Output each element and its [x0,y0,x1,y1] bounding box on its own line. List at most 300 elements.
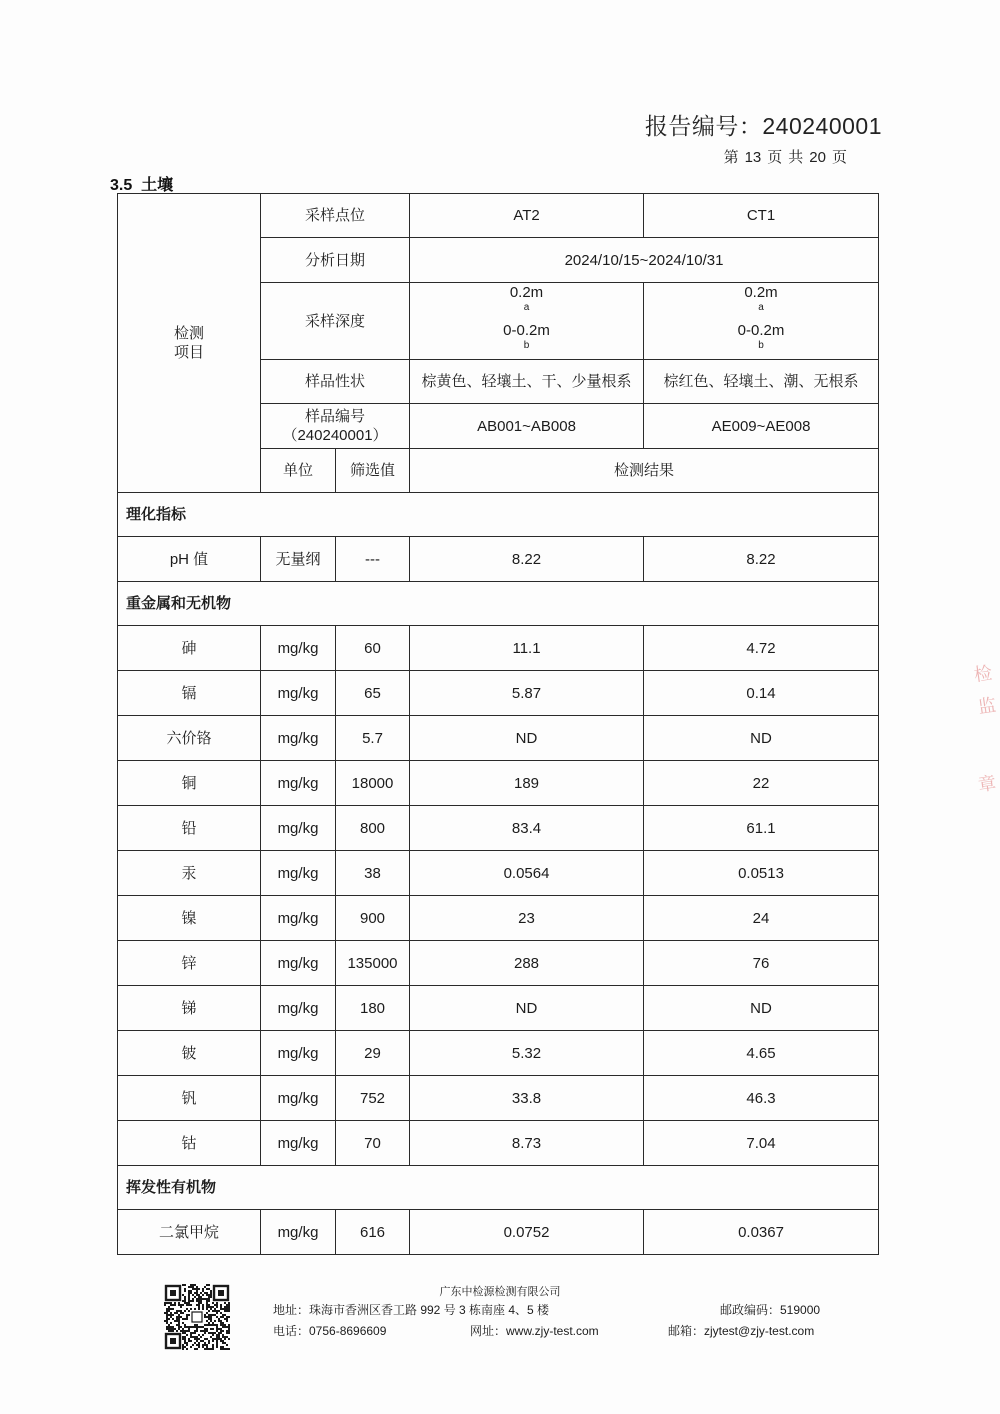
qr-module [204,1338,206,1340]
table-row [118,626,879,671]
qr-module [216,1324,218,1326]
qr-module [218,1338,220,1340]
cell-result-2: 4.65 [644,1031,879,1076]
qr-module [226,1306,228,1308]
qr-module [204,1324,206,1326]
qr-module [202,1334,204,1336]
qr-module [214,1320,216,1322]
cell-unit: mg/kg [261,941,336,986]
qr-module [176,1320,178,1322]
qr-module [216,1342,218,1344]
qr-module [192,1344,194,1346]
table-row [118,761,879,806]
cell-result-2: 7.04 [644,1121,879,1166]
qr-module [222,1316,224,1318]
qr-module [178,1318,180,1320]
qr-module [206,1316,208,1318]
qr-module [184,1338,186,1340]
qr-module [206,1312,208,1314]
qr-module [216,1306,218,1308]
qr-module [166,1308,168,1310]
qr-module [196,1326,198,1328]
cell-result-2: ND [644,716,879,761]
qr-module [226,1308,228,1310]
qr-module [204,1330,206,1332]
qr-module [220,1340,222,1342]
qr-module [212,1338,214,1340]
qr-module [192,1332,194,1334]
cell-result-2: 76 [644,941,879,986]
cell-item: 铅 [118,806,261,851]
qr-module [184,1336,186,1338]
qr-module [164,1304,166,1306]
qr-module [178,1304,180,1306]
qr-module [218,1328,220,1330]
footer-website: 网址：www.zjy-test.com [470,1324,599,1338]
qr-module [196,1328,198,1330]
qr-module [220,1346,222,1348]
qr-module [168,1330,170,1332]
qr-module [196,1304,198,1306]
qr-module [218,1310,220,1312]
qr-module [222,1336,224,1338]
qr-module [212,1322,214,1324]
qr-module [204,1332,206,1334]
qr-module [218,1334,220,1336]
qr-module [190,1334,192,1336]
cell-screen: --- [336,537,410,582]
cell-result-1: 8.22 [410,537,644,582]
cell-result-1: 33.8 [410,1076,644,1121]
qr-module [196,1324,198,1326]
qr-module [226,1310,228,1312]
qr-module [184,1310,186,1312]
qr-module [210,1316,212,1318]
qr-module [228,1330,230,1332]
cell-unit: 无量纲 [261,537,336,582]
qr-module [196,1340,198,1342]
qr-module [176,1318,178,1320]
qr-module [168,1314,170,1316]
qr-module [178,1302,180,1304]
qr-module [200,1340,202,1342]
qr-module [216,1304,218,1306]
cell-unit: mg/kg [261,806,336,851]
qr-module [184,1324,186,1326]
qr-module [166,1328,168,1330]
analysis-date-label: 分析日期 [261,238,410,283]
cell-screen: 70 [336,1121,410,1166]
qr-module [208,1340,210,1342]
qr-module [226,1336,228,1338]
qr-module [208,1348,210,1350]
qr-module [210,1306,212,1308]
qr-module [164,1320,166,1322]
qr-module [198,1346,200,1348]
qr-module [224,1302,226,1304]
qr-module [196,1336,198,1338]
qr-module [172,1304,174,1306]
qr-module [186,1334,188,1336]
qr-module [196,1300,198,1302]
qr-module [224,1310,226,1312]
qr-module [228,1310,230,1312]
qr-module [226,1348,228,1350]
qr-module [188,1300,190,1302]
qr-module [222,1342,224,1344]
cell-item: 铍 [118,1031,261,1076]
cell-result-2: 8.22 [644,537,879,582]
qr-module [208,1304,210,1306]
qr-module [224,1306,226,1308]
table-row [118,1210,879,1255]
qr-module [216,1316,218,1318]
qr-module [220,1328,222,1330]
qr-module [216,1328,218,1330]
qr-module [228,1328,230,1330]
report-number-value: 240240001 [762,113,882,139]
qr-module [218,1318,220,1320]
qr-module [206,1348,208,1350]
qr-module [210,1332,212,1334]
qr-module [194,1308,196,1310]
qr-module [196,1338,198,1340]
qr-module [208,1316,210,1318]
cell-item: 镉 [118,671,261,716]
qr-module [188,1304,190,1306]
depth-2-line1: 0.2m [744,284,778,301]
group-row [118,1166,879,1210]
table-row [118,986,879,1031]
qr-module [212,1328,214,1330]
qr-module [198,1334,200,1336]
qr-module [220,1322,222,1324]
page-footer [0,1280,1000,1360]
qr-module [226,1318,228,1320]
cell-screen: 800 [336,806,410,851]
qr-module [222,1330,224,1332]
qr-module [182,1336,184,1338]
header-row-sample-point [118,194,879,238]
qr-module [182,1312,184,1314]
qr-module [184,1318,186,1320]
qr-module [206,1300,208,1302]
qr-module [216,1334,218,1336]
qr-module [166,1320,168,1322]
qr-module [190,1304,192,1306]
qr-module [210,1314,212,1316]
qr-module [214,1310,216,1312]
qr-module [222,1326,224,1328]
qr-module [182,1330,184,1332]
qr-module [220,1338,222,1340]
cell-screen: 180 [336,986,410,1031]
qr-module [166,1312,168,1314]
analysis-date-value: 2024/10/15~2024/10/31 [410,238,879,283]
qr-module [204,1328,206,1330]
qr-module [196,1330,198,1332]
qr-module [186,1314,188,1316]
qr-module [206,1320,208,1322]
qr-module [168,1310,170,1312]
qr-module [184,1346,186,1348]
depth-label: 采样深度 [261,283,410,360]
qr-module [208,1342,210,1344]
qr-module [218,1336,220,1338]
qr-module [210,1324,212,1326]
group-title: 重金属和无机物 [118,582,879,626]
qr-module [188,1302,190,1304]
qr-module [182,1344,184,1346]
detect-item-line2: 项目 [173,344,204,361]
cell-result-1: 288 [410,941,644,986]
cell-screen: 616 [336,1210,410,1255]
cell-unit: mg/kg [261,626,336,671]
qr-module [222,1322,224,1324]
qr-module [206,1306,208,1308]
qr-module [178,1324,180,1326]
sample-point-label: 采样点位 [261,194,410,238]
qr-module [192,1336,194,1338]
qr-module [228,1308,230,1310]
qr-module [200,1336,202,1338]
qr-module [186,1330,188,1332]
qr-module [186,1316,188,1318]
qr-module [190,1326,192,1328]
qr-module [190,1340,192,1342]
qr-module [174,1328,176,1330]
qr-module [212,1346,214,1348]
qr-module [168,1308,170,1310]
qr-module [194,1330,196,1332]
qr-module [228,1326,230,1328]
qr-module [188,1330,190,1332]
qr-module [180,1306,182,1308]
qr-module [202,1346,204,1348]
page-suffix: 页 [831,149,847,166]
cell-screen: 135000 [336,941,410,986]
depth-1-sup1: a [523,302,530,313]
table-row [118,851,879,896]
cell-result-1: 5.87 [410,671,644,716]
group-title: 理化指标 [118,493,879,537]
qr-module [228,1306,230,1308]
qr-module [202,1344,204,1346]
cell-unit: mg/kg [261,1076,336,1121]
qr-module [178,1310,180,1312]
table-row [118,537,879,582]
qr-module [192,1326,194,1328]
depth-2 [644,283,879,360]
group-title: 挥发性有机物 [118,1166,879,1210]
section-number: 3.5 [110,177,133,194]
qr-module [204,1342,206,1344]
cell-unit: mg/kg [261,851,336,896]
footer-postcode: 邮政编码：519000 [720,1303,821,1317]
qr-module [182,1338,184,1340]
cell-result-2: 0.0367 [644,1210,879,1255]
qr-module [224,1326,226,1328]
qr-module [172,1330,174,1332]
qr-module [212,1310,214,1312]
cell-unit: mg/kg [261,1210,336,1255]
cell-item: 钴 [118,1121,261,1166]
qr-module [224,1324,226,1326]
sample-no-label [261,404,410,449]
qr-module [208,1300,210,1302]
qr-module [166,1322,168,1324]
qr-module [212,1302,214,1304]
qr-module [210,1318,212,1320]
qr-module [170,1314,172,1316]
cell-item: 锑 [118,986,261,1031]
qr-module [170,1330,172,1332]
qr-module [180,1330,182,1332]
qr-module [178,1314,180,1316]
qr-module [172,1326,174,1328]
qr-module [220,1304,222,1306]
qr-module [190,1308,192,1310]
qr-module [188,1310,190,1312]
qr-module [210,1348,212,1350]
qr-module [182,1346,184,1348]
unit-label: 单位 [261,449,336,493]
page-current: 13 [744,149,762,166]
qr-module [212,1340,214,1342]
qr-module [222,1324,224,1326]
cell-item: 六价铬 [118,716,261,761]
qr-module [174,1312,176,1314]
qr-module [210,1320,212,1322]
qr-module [212,1332,214,1334]
qr-module [180,1326,182,1328]
qr-module [220,1330,222,1332]
qr-module [220,1316,222,1318]
page-indicator [721,146,850,167]
section-name: 土壤 [141,177,174,194]
qr-module [212,1334,214,1336]
qr-module [202,1308,204,1310]
qr-module [202,1326,204,1328]
cell-screen: 60 [336,626,410,671]
qr-module [182,1318,184,1320]
sample-no-2: AE009~AE008 [644,404,879,449]
cell-unit: mg/kg [261,716,336,761]
qr-module [214,1304,216,1306]
table-row [118,1121,879,1166]
cell-result-1: 11.1 [410,626,644,671]
qr-module [196,1348,198,1350]
qr-module [206,1344,208,1346]
qr-module [182,1322,184,1324]
qr-module [176,1330,178,1332]
depth-1 [410,283,644,360]
group-row [118,582,879,626]
qr-module [194,1348,196,1350]
qr-module [198,1342,200,1344]
qr-module [188,1338,190,1340]
qr-module [228,1316,230,1318]
qr-module [226,1330,228,1332]
sample-point-2: CT1 [644,194,879,238]
qr-module [170,1302,172,1304]
qr-module [180,1316,182,1318]
qr-module [170,1312,172,1314]
qr-module [214,1324,216,1326]
qr-module [212,1324,214,1326]
qr-module [198,1302,200,1304]
qr-module [218,1332,220,1334]
table-row [118,941,879,986]
qr-module [216,1310,218,1312]
table-row [118,1076,879,1121]
qr-module [210,1308,212,1310]
depth-1-line1: 0.2m [509,284,544,301]
qr-module [206,1330,208,1332]
qr-module [216,1346,218,1348]
qr-module [200,1300,202,1302]
qr-module [176,1316,178,1318]
qr-module [176,1324,178,1326]
qr-module [178,1320,180,1322]
stamp-mark: 监 [976,694,998,719]
qr-module [174,1320,176,1322]
qr-module [172,1308,174,1310]
qr-module [168,1318,170,1320]
nature-1: 棕黄色、轻壤土、干、少量根系 [410,360,644,404]
table-body [118,194,879,1255]
cell-screen: 29 [336,1031,410,1076]
footer-company: 广东中检源检测有限公司 [439,1286,561,1298]
qr-module [194,1342,196,1344]
result-label: 检测结果 [410,449,879,493]
qr-module [194,1338,196,1340]
page-total-prefix: 共 [788,149,804,166]
cell-result-1: 83.4 [410,806,644,851]
qr-module [178,1326,180,1328]
cell-result-2: 0.14 [644,671,879,716]
qr-module [194,1326,196,1328]
qr-module [220,1332,222,1334]
qr-module [170,1328,172,1330]
qr-module [168,1306,170,1308]
qr-module [224,1348,226,1350]
qr-module [220,1348,222,1350]
qr-module [188,1314,190,1316]
qr-module [206,1308,208,1310]
qr-module [182,1348,184,1350]
qr-module [214,1314,216,1316]
depth-2-sup1: a [758,302,764,313]
cell-screen: 65 [336,671,410,716]
sample-no-label-line2: （240240001） [282,427,388,444]
table-row [118,896,879,941]
qr-module [186,1342,188,1344]
cell-result-2: 22 [644,761,879,806]
qr-module [186,1308,188,1310]
qr-module [214,1308,216,1310]
qr-module [184,1330,186,1332]
qr-module [208,1322,210,1324]
qr-module [186,1302,188,1304]
qr-module [172,1328,174,1330]
qr-module [228,1324,230,1326]
qr-module [198,1300,200,1302]
qr-module [208,1332,210,1334]
qr-module [186,1344,188,1346]
qr-module [204,1348,206,1350]
nature-label: 样品性状 [261,360,410,404]
